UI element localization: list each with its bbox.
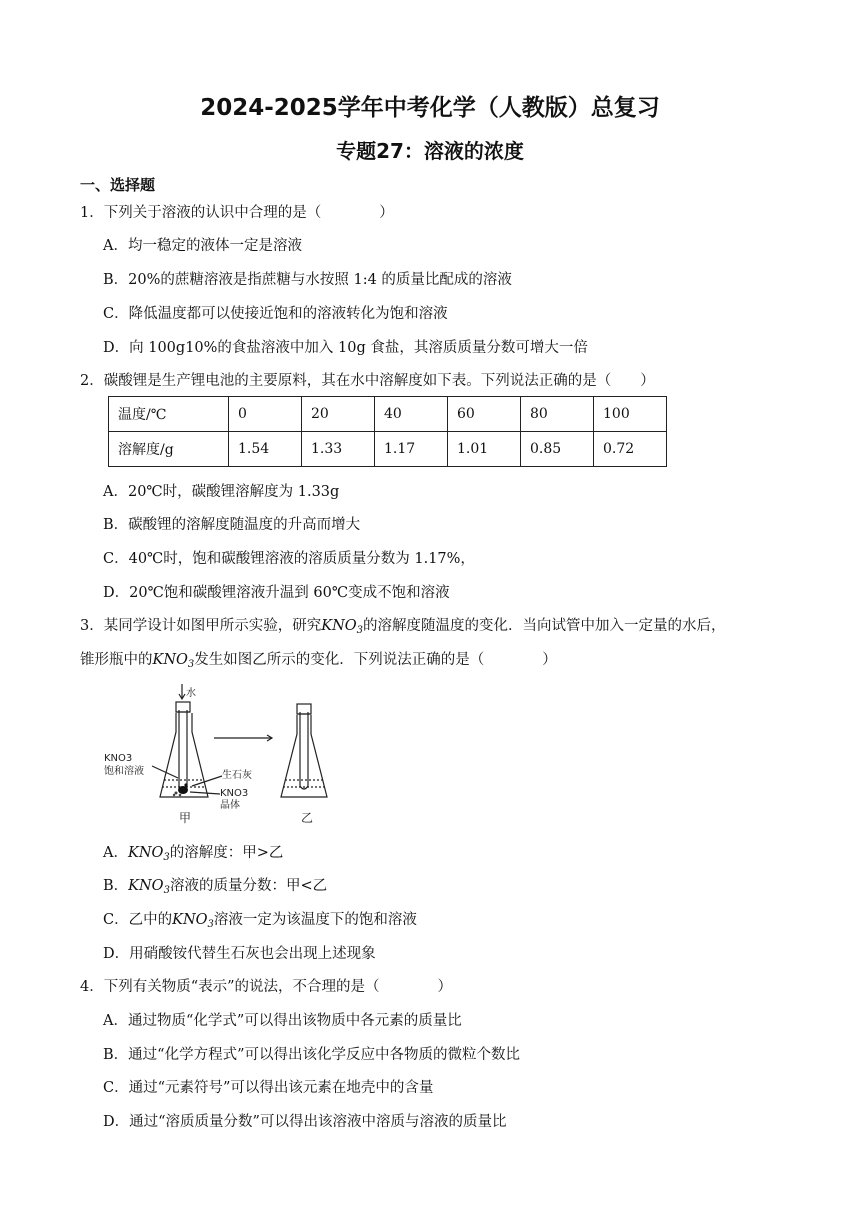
table-cell: 20 [302,397,375,432]
question-3-option-c: C．乙中的$KNO_3$溶液一定为该温度下的饱和溶液 [103,912,417,930]
formula: $KNO_3$ [321,618,364,636]
table-cell: 1.17 [375,432,448,467]
figure-label-water: 水 [186,688,196,699]
table-cell: 40 [375,397,448,432]
question-4-option-c: C．通过“元素符号”可以得出该元素在地壳中的含量 [103,1080,434,1096]
table-row [109,432,667,467]
experiment-figure [104,682,364,832]
question-3-option-d: D．用硝酸铵代替生石灰也会出现上述现象 [103,946,376,962]
question-3-option-b: B．$KNO_3$溶液的质量分数：甲<乙 [103,878,328,896]
question-1-option-a: A．均一稳定的液体一定是溶液 [103,238,302,254]
question-3-stem-line-2: 锥形瓶中的$KNO_3$发生如图乙所示的变化．下列说法正确的是（ ） [80,652,557,670]
question-4-option-a: A．通过物质“化学式”可以得出该物质中各元素的质量比 [103,1013,462,1029]
figure-label-kno3-saturated: KNO3 [104,753,133,764]
figure-label-quicklime: 生石灰 [222,770,252,781]
question-4-option-b: B．通过“化学方程式”可以得出该化学反应中各物质的微粒个数比 [103,1047,520,1063]
page-title: 2024-2025学年中考化学（人教版）总复习 [200,95,660,121]
table-row [109,397,667,432]
question-3-stem-line-1: 3．某同学设计如图甲所示实验，研究$KNO_3$的溶解度随温度的变化．当向试管中加入一定量的水后， [80,618,726,636]
figure-label-kno3-crystal: KNO3 [220,788,249,799]
solubility-table [108,396,667,467]
table-cell: 1.54 [229,432,302,467]
table-cell: 溶解度/g [109,432,229,467]
table-cell: 1.01 [448,432,521,467]
figure-label-yi: 乙 [301,811,314,825]
question-2-option-b: B．碳酸锂的溶解度随温度的升高而增大 [103,517,361,533]
figure-label-jia: 甲 [179,811,192,825]
question-2-option-d: D．20℃饱和碳酸锂溶液升温到 60℃变成不饱和溶液 [103,585,450,601]
section-heading: 一、选择题 [80,176,156,194]
question-1-option-c: C．降低温度都可以使接近饱和的溶液转化为饱和溶液 [103,306,448,322]
question-1-option-d: D．向 100g10%的食盐溶液中加入 10g 食盐，其溶质质量分数可增大一倍 [103,340,588,356]
table-cell: 60 [448,397,521,432]
question-1-stem: 1．下列关于溶液的认识中合理的是（ ） [80,205,394,221]
question-2-option-a: A．20℃时，碳酸锂溶解度为 1.33g [103,484,340,500]
table-cell: 0.85 [521,432,594,467]
question-1-option-b: B．20%的蔗糖溶液是指蔗糖与水按照 1:4 的质量比配成的溶液 [103,272,512,288]
question-3-option-a: A．$KNO_3$的溶解度：甲>乙 [103,845,284,863]
question-2-stem: 2．碳酸锂是生产锂电池的主要原料，其在水中溶解度如下表。下列说法正确的是（ ） [80,373,655,389]
formula: $KNO_3$ [152,652,195,670]
question-4-option-d: D．通过“溶质质量分数”可以得出该溶液中溶质与溶液的质量比 [103,1114,507,1130]
table-cell: 80 [521,397,594,432]
table-cell: 0 [229,397,302,432]
question-2-option-c: C．40℃时，饱和碳酸锂溶液的溶质质量分数为 1.17%， [103,551,475,567]
figure-label-saturated-solution: 饱和溶液 [104,766,144,777]
table-cell: 100 [594,397,667,432]
table-cell: 1.33 [302,432,375,467]
question-4-stem: 4．下列有关物质“表示”的说法，不合理的是（ ） [80,979,453,995]
figure-label-crystal: 晶体 [220,800,240,811]
table-cell: 温度/℃ [109,397,229,432]
table-cell: 0.72 [594,432,667,467]
page-subtitle: 专题27：溶液的浓度 [336,139,524,163]
